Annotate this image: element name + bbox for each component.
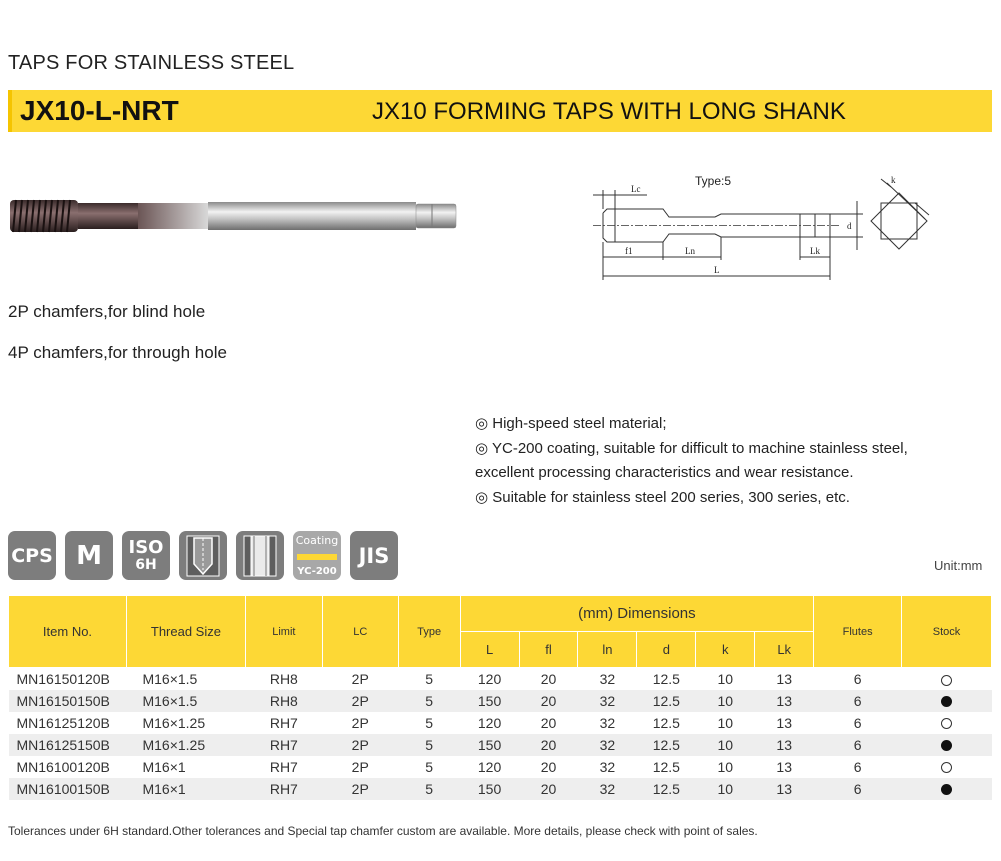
thread-size-cell: M16×1.25: [126, 734, 245, 756]
d-cell: 12.5: [652, 714, 680, 731]
fl-cell: 20: [540, 670, 557, 687]
thread-size-cell: M16×1: [142, 758, 186, 775]
stock-cell: [902, 712, 992, 734]
length-cell: 120: [477, 714, 502, 731]
jis-badge: JIS: [350, 531, 398, 580]
lc-cell: 2P: [322, 778, 398, 800]
type-cell: 5: [425, 670, 434, 687]
type-cell: 5: [398, 778, 460, 800]
header-thread-size: Thread Size: [126, 596, 245, 668]
m-badge: M: [65, 531, 113, 580]
flutes-cell: 6: [853, 670, 862, 687]
d-cell: 12.5: [637, 690, 696, 712]
header-limit: Limit: [245, 596, 322, 668]
drawing-label-d: d: [847, 221, 852, 231]
stock-cell: [902, 668, 992, 690]
iso-label: ISO: [128, 536, 164, 558]
type-cell: 5: [425, 714, 434, 731]
drawing-label-k: k: [891, 175, 896, 185]
in-stock-dot-icon: [941, 784, 952, 795]
header-item-no: Item No.: [9, 596, 127, 668]
length-cell: 120: [477, 758, 502, 775]
cps-badge: CPS: [8, 531, 56, 580]
blind-hole-icon: [179, 531, 227, 580]
thread-size-cell: M16×1.5: [142, 670, 198, 687]
d-cell: 12.5: [637, 778, 696, 800]
product-code: JX10-L-NRT: [20, 95, 179, 126]
item-no-cell: MN16150150B: [9, 690, 127, 712]
limit-cell: RH8: [245, 690, 322, 712]
fl-cell: 20: [540, 714, 557, 731]
section-label: TAPS FOR STAINLESS STEEL: [8, 52, 295, 74]
lk-cell: 13: [755, 734, 814, 756]
header-type: Type: [398, 596, 460, 668]
ln-cell: 32: [578, 734, 637, 756]
drawing-label-ln: Ln: [685, 246, 695, 256]
lc-cell: 2P: [351, 670, 369, 687]
drawing-label-lk: Lk: [810, 246, 820, 256]
lc-cell: 2P: [351, 758, 369, 775]
chamfer-note-blind: 2P chamfers,for blind hole: [8, 302, 206, 321]
stock-cell: [902, 690, 992, 712]
iso-badge: [122, 531, 170, 580]
type-cell: 5: [425, 758, 434, 775]
item-no-cell: MN16125120B: [16, 714, 110, 731]
fl-cell: 20: [519, 778, 578, 800]
unit-label: Unit:mm: [934, 558, 983, 573]
thread-size-cell: M16×1.5: [126, 690, 245, 712]
tap-photo: [8, 190, 458, 242]
k-cell: 10: [696, 734, 755, 756]
footnote: Tolerances under 6H standard.Other tolerances and Special tap chamfer custom are available. More details, please check with point of sales.: [8, 824, 758, 838]
product-description: JX10 FORMING TAPS WITH LONG SHANK: [372, 98, 846, 125]
table-row: [9, 668, 992, 690]
k-cell: 10: [717, 758, 734, 775]
ln-cell: 32: [599, 714, 616, 731]
flutes-cell: 6: [814, 690, 902, 712]
limit-cell: RH7: [245, 778, 322, 800]
d-cell: 12.5: [652, 758, 680, 775]
stock-cell: [902, 756, 992, 778]
header-stock: Stock: [902, 596, 992, 668]
drawing-label-l: L: [714, 265, 720, 275]
technical-drawing: [585, 165, 935, 290]
chamfer-note-through: 4P chamfers,for through hole: [8, 343, 227, 362]
header-lk: Lk: [755, 632, 814, 668]
spec-table: [8, 595, 992, 800]
coating-label: Coating: [295, 534, 339, 547]
fl-cell: 20: [519, 734, 578, 756]
table-row: [9, 734, 992, 756]
k-cell: 10: [696, 778, 755, 800]
coating-stripe: [297, 554, 337, 560]
item-no-cell: MN16100150B: [9, 778, 127, 800]
k-cell: 10: [717, 670, 734, 687]
table-row: [9, 778, 992, 800]
fl-cell: 20: [519, 690, 578, 712]
lk-cell: 13: [776, 670, 792, 687]
in-stock-dot-icon: [941, 740, 952, 751]
out-of-stock-dot-icon: [941, 675, 952, 686]
type-cell: 5: [398, 690, 460, 712]
lk-cell: 13: [755, 778, 814, 800]
header-k: k: [696, 632, 755, 668]
header-lc: LC: [322, 596, 398, 668]
item-no-cell: MN16150120B: [16, 670, 110, 687]
table-row: [9, 690, 992, 712]
iso-class-label: 6H: [135, 556, 157, 573]
feature-list: [475, 412, 908, 510]
item-no-cell: MN16100120B: [16, 758, 110, 775]
length-cell: 120: [477, 670, 502, 687]
length-cell: 150: [460, 734, 519, 756]
d-cell: 12.5: [652, 670, 680, 687]
flutes-cell: 6: [814, 734, 902, 756]
ln-cell: 32: [578, 690, 637, 712]
stock-cell: [902, 734, 992, 756]
stock-cell: [902, 778, 992, 800]
lc-cell: 2P: [351, 714, 369, 731]
limit-cell: RH8: [269, 670, 298, 687]
through-hole-icon: [236, 531, 284, 580]
out-of-stock-dot-icon: [941, 718, 952, 729]
out-of-stock-dot-icon: [941, 762, 952, 773]
lc-cell: 2P: [322, 690, 398, 712]
drawing-label-lc: Lc: [631, 184, 641, 194]
table-row: [9, 756, 992, 778]
header-d: d: [637, 632, 696, 668]
length-cell: 150: [460, 778, 519, 800]
item-no-cell: MN16125150B: [9, 734, 127, 756]
spec-badges: [8, 531, 398, 580]
limit-cell: RH7: [245, 734, 322, 756]
header-l: L: [460, 632, 519, 668]
limit-cell: RH7: [269, 714, 298, 731]
fl-cell: 20: [540, 758, 557, 775]
type-cell: 5: [398, 734, 460, 756]
k-cell: 10: [696, 690, 755, 712]
header-fl: fl: [519, 632, 578, 668]
coating-badge: [293, 531, 341, 580]
thread-size-cell: M16×1.25: [142, 714, 206, 731]
d-cell: 12.5: [637, 734, 696, 756]
header-dimensions: (mm) Dimensions: [460, 596, 814, 632]
ln-cell: 32: [599, 758, 616, 775]
in-stock-dot-icon: [941, 696, 952, 707]
table-row: [9, 712, 992, 734]
limit-cell: RH7: [269, 758, 298, 775]
lc-cell: 2P: [322, 734, 398, 756]
length-cell: 150: [460, 690, 519, 712]
feature-item: ◎ Suitable for stainless steel 200 series, 300 series, etc.: [475, 488, 850, 506]
feature-item: ◎ High-speed steel material;: [475, 415, 667, 432]
drawing-type-label: Type:5: [695, 174, 732, 188]
lk-cell: 13: [776, 758, 792, 775]
feature-item: ◎ YC-200 coating, suitable for difficult to machine stainless steel,: [475, 439, 908, 457]
feature-item: excellent processing characteristics and wear resistance.: [475, 464, 854, 481]
flutes-cell: 6: [853, 714, 862, 731]
thread-size-cell: M16×1: [126, 778, 245, 800]
header-ln: ln: [578, 632, 637, 668]
title-bar: [8, 90, 992, 132]
k-cell: 10: [717, 714, 734, 731]
ln-cell: 32: [578, 778, 637, 800]
coating-type-label: YC-200: [297, 566, 337, 577]
header-flutes: Flutes: [814, 596, 902, 668]
lk-cell: 13: [755, 690, 814, 712]
flutes-cell: 6: [814, 778, 902, 800]
lk-cell: 13: [776, 714, 792, 731]
ln-cell: 32: [599, 670, 616, 687]
drawing-label-f1: f1: [625, 246, 633, 256]
flutes-cell: 6: [853, 758, 862, 775]
